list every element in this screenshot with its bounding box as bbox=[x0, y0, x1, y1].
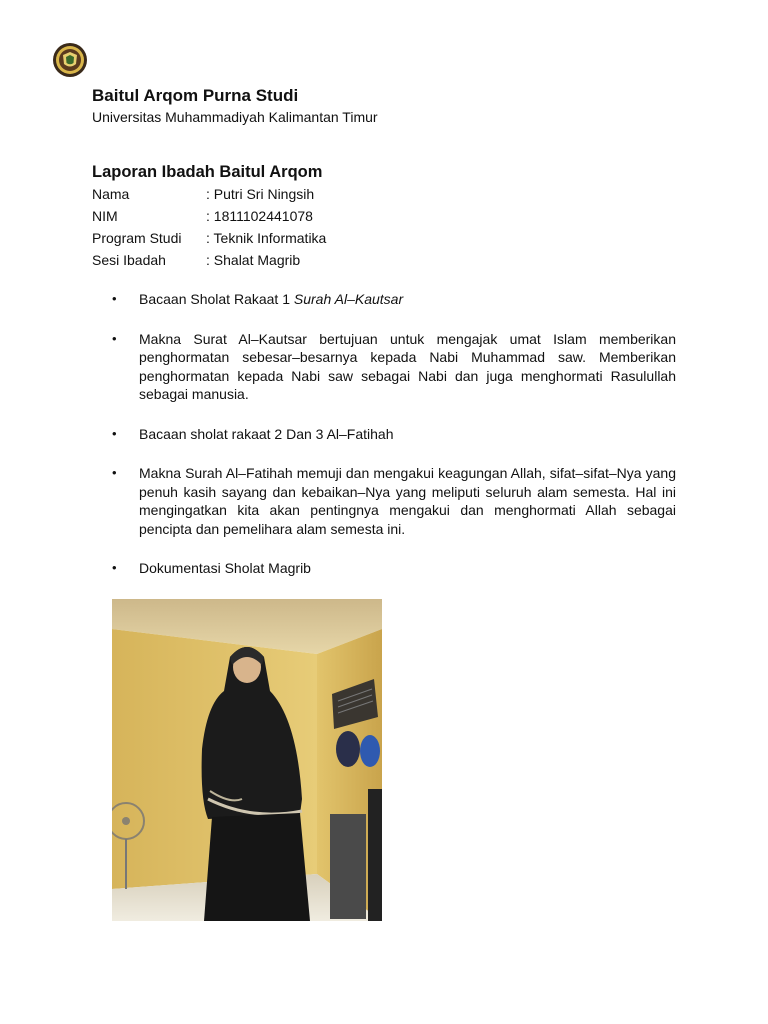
info-label: Sesi Ibadah bbox=[92, 252, 166, 268]
bullet-marker: • bbox=[112, 330, 117, 346]
list-item-text bbox=[139, 290, 676, 309]
university-name: Universitas Muhammadiyah Kalimantan Timur bbox=[92, 109, 378, 125]
bullet-marker: • bbox=[112, 291, 117, 306]
info-value: : Shalat Magrib bbox=[206, 252, 301, 268]
list-item bbox=[112, 290, 676, 309]
info-value: : 1811102441078 bbox=[206, 208, 313, 224]
list-item bbox=[112, 559, 676, 578]
info-row-nim bbox=[92, 205, 326, 227]
list-item bbox=[112, 330, 676, 404]
bullet-marker: • bbox=[112, 425, 117, 441]
list-item-text: Makna Surat Al–Kautsar bertujuan untuk mengajak umat Islam memberikan penghormatan sebesar–besarnya kepada Nabi Muhammad saw. Memberikan penghormatan kepada Nabi saw sebagai Nabi dan juga menghormati Rasulullah sebagai manusia. bbox=[139, 330, 676, 402]
list-item-text: Bacaan sholat rakaat 2 Dan 3 Al–Fatihah bbox=[139, 425, 394, 442]
bullet-marker: • bbox=[112, 465, 117, 480]
list-item bbox=[112, 464, 676, 538]
report-title: Laporan Ibadah Baitul Arqom bbox=[92, 163, 323, 181]
info-row-sesi-ibadah bbox=[92, 249, 326, 271]
info-value: : Teknik Informatika bbox=[206, 230, 327, 246]
document-title: Baitul Arqom Purna Studi bbox=[92, 86, 299, 105]
info-row-program-studi bbox=[92, 227, 326, 249]
bullet-marker: • bbox=[112, 560, 117, 575]
info-table bbox=[92, 183, 326, 271]
bullet-list bbox=[112, 290, 676, 578]
list-item bbox=[112, 425, 676, 444]
info-label: Program Studi bbox=[92, 230, 182, 246]
list-item-text-plain: Bacaan Sholat Rakaat 1 bbox=[139, 291, 294, 307]
info-value: : Putri Sri Ningsih bbox=[206, 186, 315, 202]
info-label: Nama bbox=[92, 186, 130, 202]
info-label: NIM bbox=[92, 208, 118, 224]
list-item-text: Makna Surah Al–Fatihah memuji dan mengakui keagungan Allah, sifat–sifat–Nya yang penuh kasih sayang dan kebaikan–Nya yang meliputi seluruh alam semesta. Hal ini mengingatkan kita akan pentingnya mengakui dan menghormati Allah sebagai pencipta dan pemelihara alam semesta ini. bbox=[139, 465, 676, 537]
university-seal-icon bbox=[52, 42, 88, 78]
info-row-nama bbox=[92, 183, 326, 205]
list-item-text-emphasis: Surah Al–Kautsar bbox=[293, 291, 404, 307]
list-item-text: Dokumentasi Sholat Magrib bbox=[139, 560, 311, 576]
prayer-documentation-photo bbox=[112, 599, 382, 921]
